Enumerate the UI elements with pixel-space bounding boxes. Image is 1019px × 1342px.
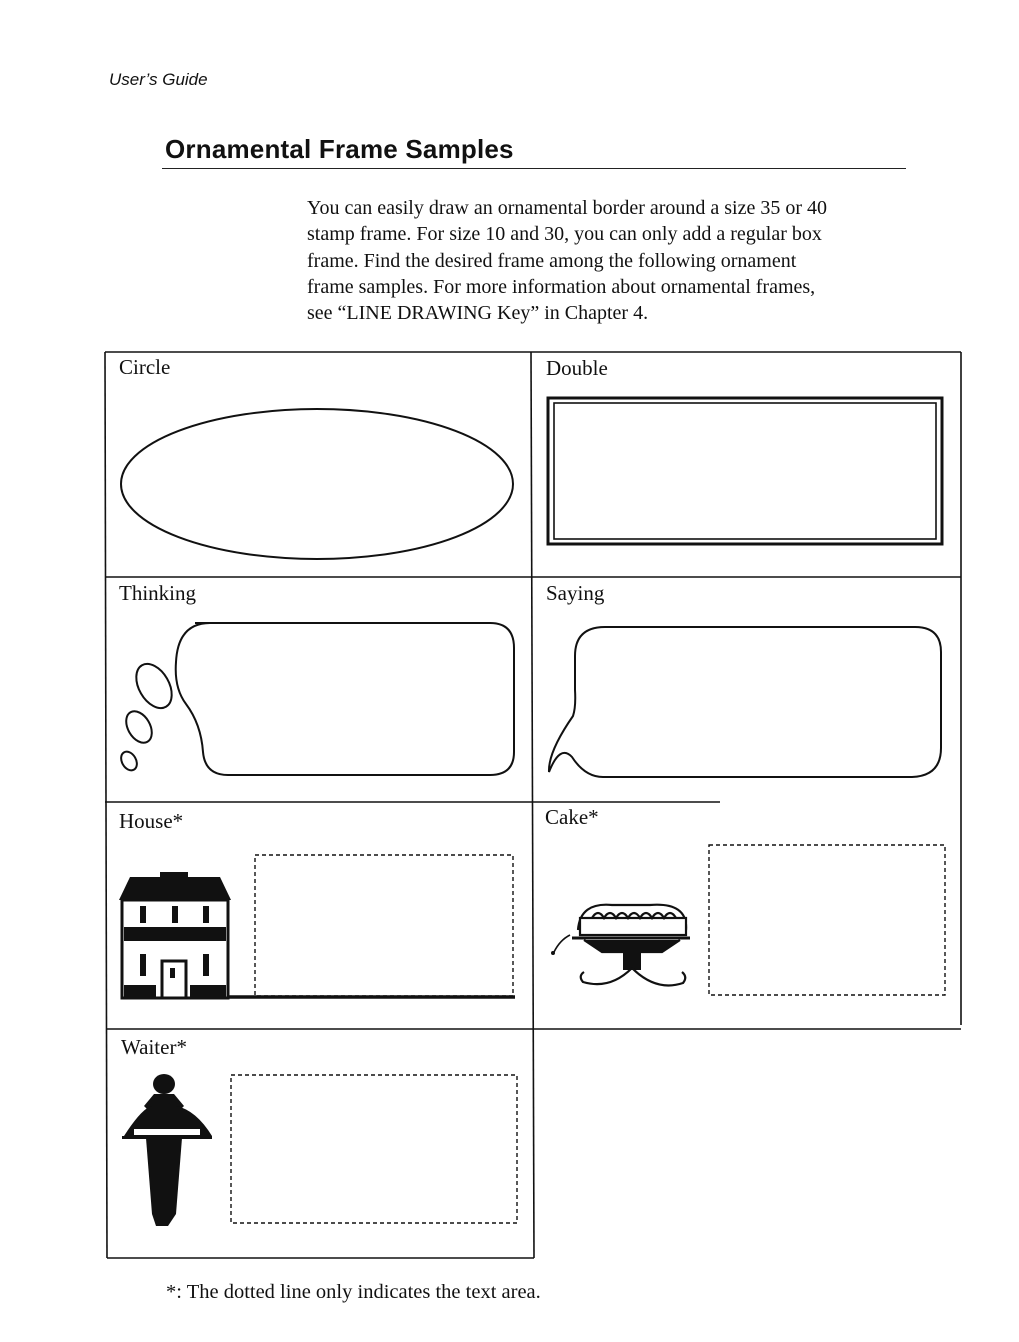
house-icon bbox=[228, 855, 515, 997]
waiter-icon bbox=[231, 1075, 517, 1223]
sample-label-waiter: Waiter* bbox=[121, 1035, 187, 1059]
thought-bubble-frame-icon bbox=[118, 623, 514, 775]
sample-label-saying: Saying bbox=[546, 581, 605, 605]
running-header: User’s Guide bbox=[109, 70, 208, 89]
ellipse-frame-icon bbox=[121, 409, 513, 559]
house-illustration bbox=[119, 872, 231, 998]
intro-line: You can easily draw an ornamental border around a size 35 or 40 bbox=[307, 197, 828, 219]
sample-label-cake: Cake* bbox=[545, 805, 599, 829]
waiter-illustration bbox=[122, 1074, 212, 1226]
cake-illustration bbox=[551, 905, 690, 986]
sample-label-double: Double bbox=[546, 356, 608, 380]
sample-label-thinking: Thinking bbox=[119, 581, 196, 605]
section-title: Ornamental Frame Samples bbox=[165, 134, 514, 164]
footnote: *: The dotted line only indicates the text area. bbox=[166, 1281, 541, 1303]
intro-line: frame samples. For more information about ornamental frames, bbox=[307, 275, 816, 298]
intro-line: stamp frame. For size 10 and 30, you can only add a regular box bbox=[307, 223, 822, 246]
sample-label-house: House* bbox=[119, 809, 184, 833]
double-rectangle-frame-icon bbox=[548, 398, 942, 544]
cake-icon bbox=[709, 845, 945, 995]
table-grid bbox=[105, 352, 961, 1258]
speech-bubble-frame-icon bbox=[549, 627, 941, 777]
intro-line: frame. Find the desired frame among the following ornament bbox=[307, 249, 797, 272]
sample-label-circle: Circle bbox=[119, 355, 171, 379]
intro-line: see “LINE DRAWING Key” in Chapter 4. bbox=[307, 302, 649, 325]
